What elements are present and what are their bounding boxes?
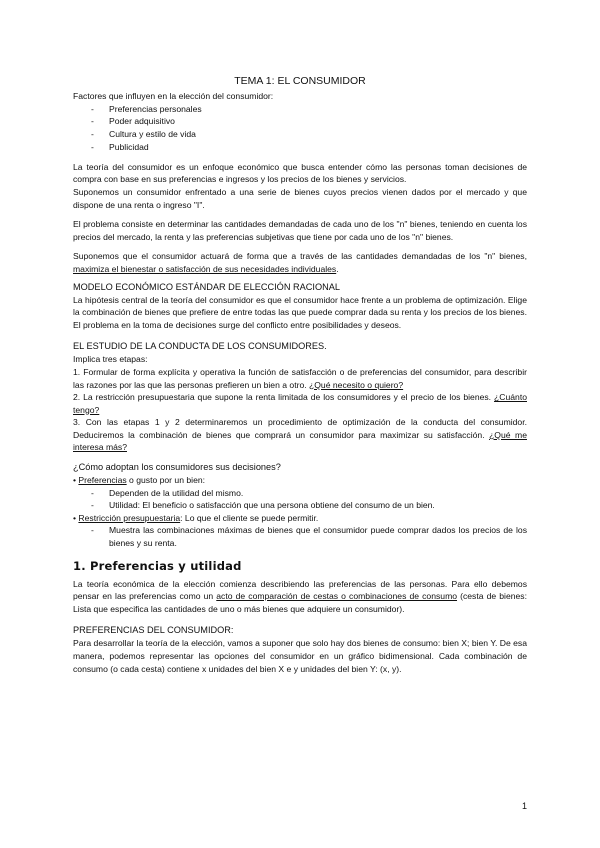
underlined-text: maximiza el bienestar o satisfacción de sus necesidades individuales: [73, 263, 337, 274]
estudio-step-1: 1. Formular de forma explícita y operativa la función de satisfacción o de preferencias del consumidor, para describir las razones por las que las personas prefieren un bien a otro. ¿Qué necesito o quiero?: [73, 366, 527, 390]
preferencias-bullet: • Preferencias o gusto por un bien:: [73, 475, 206, 486]
list-item: - Preferencias personales: [91, 103, 527, 116]
restriccion-bullet: • Restricción presupuestaria: Lo que el cliente se puede permitir.: [73, 512, 319, 523]
question-link: ¿Cuánto tengo?: [73, 392, 527, 415]
paragraph-problema: El problema consiste en determinar las cantidades demandadas de cada uno de los "n" bienes, teniendo en cuenta los precios del mercado, la renta y las preferencias subjetivas que tiene por cada uno de los "n" bienes.: [73, 219, 527, 242]
factors-intro: Factores que influyen en la elección del consumidor:: [73, 91, 274, 101]
page-number: 1: [521, 801, 527, 811]
preferencias-text: Para desarrollar la teoría de la elección, vamos a suponer que solo hay dos bienes de consumo: bien X; bien Y. De esa manera, podemos representar las opciones del consumidor en un gráfico bidimensional. Cada combinación de consumo (o cada cesta) contiene x unidades del bien X e y unidades del bien Y: (x, y).: [73, 638, 527, 674]
question-link: ¿Qué necesito o quiero?: [309, 379, 404, 390]
estudio-heading: EL ESTUDIO DE LA CONDUCTA DE LOS CONSUMIDORES.: [73, 341, 327, 352]
list-item: - Muestra las combinaciones máximas de bienes que el consumidor puede comprar dados los precios de los bienes y su renta.: [91, 524, 527, 549]
section-heading: 1. Preferencias y utilidad: [73, 558, 242, 573]
modelo-heading: MODELO ECONÓMICO ESTÁNDAR DE ELECCIÓN RACIONAL: [73, 281, 340, 292]
restriccion-list: [73, 524, 527, 549]
estudio-step-2: 2. La restricción presupuestaria que supone la renta limitada de los consumidores y el precio de los bienes. ¿Cuánto tengo?: [73, 392, 527, 415]
page-title: TEMA 1: EL CONSUMIDOR: [234, 75, 366, 87]
paragraph-suponemos: Suponemos un consumidor enfrentado a una serie de bienes cuyos precios vienen dados por el mercado y que dispone de una renta o ingreso "I".: [73, 186, 527, 210]
modelo-text: La hipótesis central de la teoría del consumidor es que el consumidor hace frente a un problema de optimización. Elige la combinación de bienes que prefiere de entre todas las que puede comprar dada su renta y los precios de los bienes. El problema en la toma de decisiones surge del conflicto entre posibilidades y deseos.: [73, 294, 527, 330]
estudio-intro: Implica tres etapas:: [73, 354, 148, 365]
list-item: - Publicidad: [91, 141, 527, 154]
list-item: - Poder adquisitivo: [91, 115, 527, 128]
question-link: ¿Qué me interesa más?: [73, 429, 527, 453]
underlined-text: acto de comparación de cestas o combinaciones de consumo: [216, 591, 458, 602]
preferencias-heading: PREFERENCIAS DEL CONSUMIDOR:: [73, 625, 234, 636]
factors-list: [73, 103, 527, 154]
list-item: - Utilidad: El beneficio o satisfacción que una persona obtiene del consumo de un bien.: [91, 499, 527, 512]
list-item: - Dependen de la utilidad del mismo.: [91, 487, 527, 500]
list-item: - Cultura y estilo de vida: [91, 128, 527, 141]
estudio-step-3: 3. Con las etapas 1 y 2 determinaremos un procedimiento de optimización de la conducta del consumidor. Deduciremos la combinación de bienes que comprará un consumidor para maximizar su satisfacción. ¿Qué me interesa más?: [73, 417, 527, 453]
preferencias-list: [73, 487, 527, 512]
paragraph-maximiza: Suponemos que el consumidor actuará de forma que a través de las cantidades demandadas de los "n" bienes, maximiza el bienestar o satisfacción de sus necesidades individuales.: [73, 251, 527, 274]
section1-text: La teoría económica de la elección comienza describiendo las preferencias de las personas. Para ello debemos pensar en las preferencias como un acto de comparación de cestas o combinaciones de consumo (cesta de bienes: Lista que especifica las cantidades de uno o más bienes que adquiere un consumidor).: [73, 578, 527, 614]
decisiones-question: ¿Cómo adoptan los consumidores sus decisiones?: [73, 462, 281, 473]
paragraph-teoria: La teoría del consumidor es un enfoque económico que busca entender cómo las personas toman decisiones de compra con base en sus preferencias e ingresos y los precios de los bienes y servicios.: [73, 161, 527, 185]
